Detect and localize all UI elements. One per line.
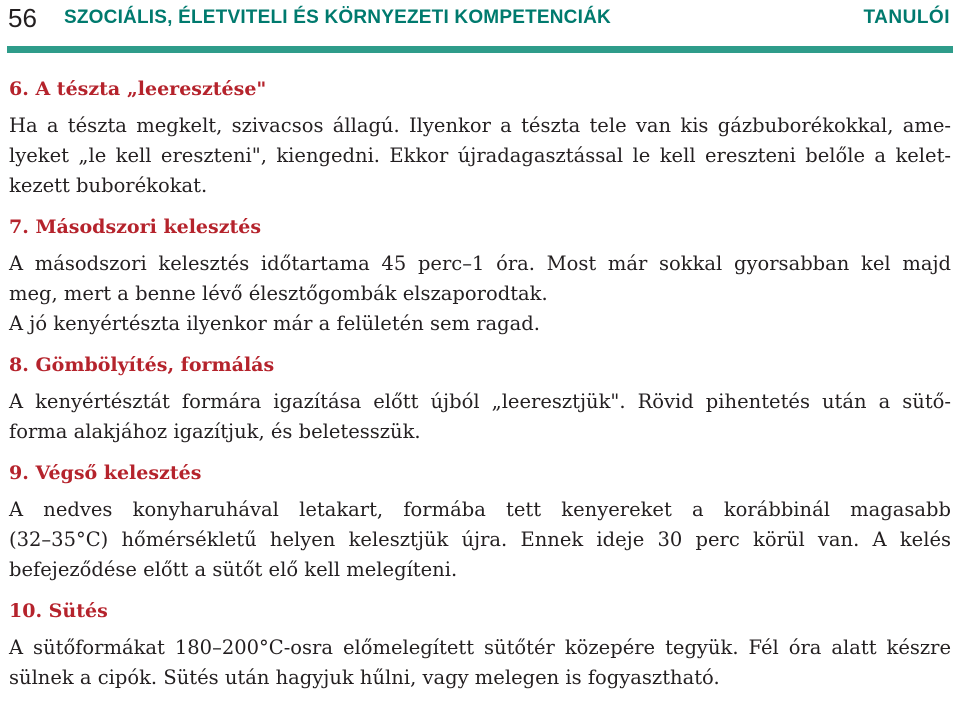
- running-tag: TANULÓI: [863, 7, 950, 28]
- page-header: [0, 0, 960, 44]
- section-9: [9, 458, 951, 585]
- paragraph-line: Ha a tészta megkelt, szivacsos állagú. Ilyenkor a tészta tele van kis gázbuborékokkal, ame-: [9, 114, 951, 137]
- section-heading: 8. Gömbölyítés, formálás: [9, 354, 275, 376]
- paragraph-line: A nedves konyharuhával letakart, formába tett kenyereket a korábbinál magasabb: [9, 498, 951, 521]
- section-6: [9, 74, 951, 201]
- paragraph-line: meg, mert a benne lévő élesztőgombák elszaporodtak.: [9, 282, 548, 305]
- header-rule: [7, 46, 953, 53]
- section-heading: 10. Sütés: [9, 600, 108, 622]
- paragraph-line: A másodszori kelesztés időtartama 45 perc–1 óra. Most már sokkal gyorsabban kel majd: [9, 252, 951, 275]
- paragraph-line: A kenyértésztát formára igazítása előtt újból „leeresztjük". Rövid pihentetés után a sütő-: [9, 390, 951, 413]
- paragraph-line: lyeket „le kell ereszteni", kiengedni. Ekkor újradagasztással le kell ereszteni belőle a kelet-: [9, 144, 951, 167]
- paragraph-line: sülnek a cipók. Sütés után hagyjuk hűlni, vagy melegen is fogyasztható.: [9, 666, 720, 689]
- running-title: SZOCIÁLIS, ÉLETVITELI ÉS KÖRNYEZETI KOMPETENCIÁK: [64, 7, 611, 28]
- paragraph-line: kezett buborékokat.: [9, 174, 208, 197]
- paragraph-line: forma alakjához igazítjuk, és beletesszük.: [9, 420, 421, 443]
- paragraph-line: A jó kenyértészta ilyenkor már a felületén sem ragad.: [9, 312, 540, 335]
- section-7: [9, 212, 951, 339]
- section-heading: 9. Végső kelesztés: [9, 462, 202, 484]
- section-8: [9, 350, 951, 447]
- section-paragraph: [9, 249, 951, 339]
- paragraph-line: befejeződése előtt a sütőt elő kell melegíteni.: [9, 558, 458, 581]
- paragraph-line: A sütőformákat 180–200°C-osra előmelegített sütőtér közepére tegyük. Fél óra alatt készre: [9, 636, 951, 659]
- section-paragraph: [9, 633, 951, 693]
- section-heading: 6. A tészta „leeresztése": [9, 78, 267, 100]
- section-10: [9, 596, 951, 693]
- paragraph-line: (32–35°C) hőmérsékletű helyen kelesztjük újra. Ennek ideje 30 perc körül van. A kelés: [9, 528, 951, 551]
- section-paragraph: [9, 111, 951, 201]
- section-paragraph: [9, 495, 951, 585]
- section-heading: 7. Másodszori kelesztés: [9, 216, 262, 238]
- page-number: 56: [8, 3, 37, 33]
- page-content: [9, 74, 951, 693]
- section-paragraph: [9, 387, 951, 447]
